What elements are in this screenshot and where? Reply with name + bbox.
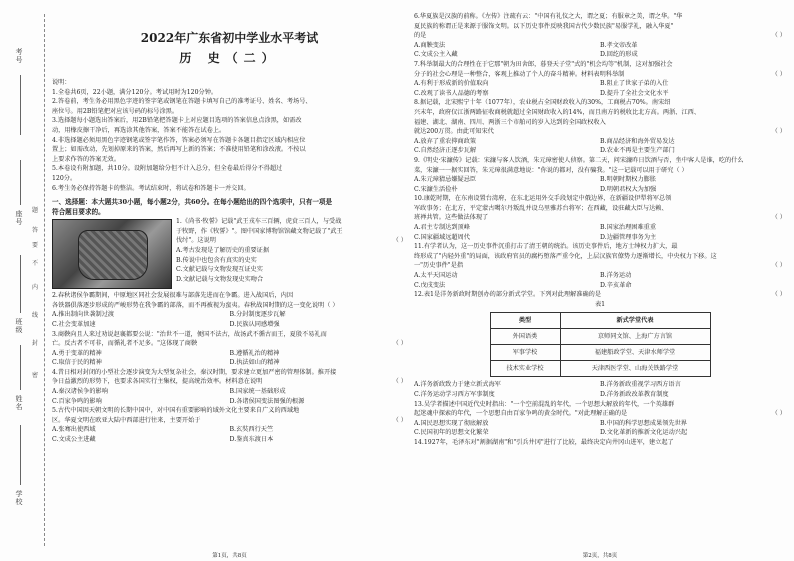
question-line: 1.《尚书·牧誓》记载"武王戎车三百辆，虎贲三百人，与受战 — [176, 218, 342, 226]
name-line — [20, 345, 21, 390]
option: A.有利于形成新的价值取向 — [414, 80, 489, 88]
question-line: 2.春秋诸侯争霸期间，中原地区同社会发展很难与部落先进而在争霸。进入战国后，内因 — [52, 292, 294, 300]
option: C.文成公主进藏 — [52, 436, 96, 444]
question-line-text: 伐纣"。这说明 — [176, 237, 216, 245]
question-9 — [414, 156, 786, 194]
vessel-shape — [78, 230, 148, 280]
option: A.太平天国运动 — [414, 272, 458, 280]
table-row — [490, 329, 710, 345]
option: D.各诸侯国变法图强的根源 — [229, 397, 305, 405]
option: D.文献记载与文物发现史实吻合 — [176, 275, 264, 283]
option: D.边疆管理事务为主 — [600, 233, 657, 241]
question-line: 终形成了"内轻外重"的局面，该政府官员的腐朽堕落严重令化，上层汉族官僚势力逐渐增长，中央权力下移。这 — [414, 252, 717, 260]
question-line — [414, 290, 786, 300]
option: D.明朝君权大为加强 — [600, 185, 657, 193]
school-label: 学校 — [15, 490, 23, 506]
option: A.放弃了重农抑商政策 — [414, 137, 477, 145]
instruction-line: 2.答卷前，考生务必用黑色字迹的签字笔或钢笔在答题卡填写自己的准考证号、姓名、考场号、 — [52, 98, 312, 106]
question-line-text: 一"历史事件"是指 — [414, 262, 464, 270]
question-4 — [52, 368, 407, 406]
instruction-line: 座位号。用2B铅笔把对应该号码的标号涂黑。 — [52, 107, 179, 115]
instruction-line: 3.选择题每小题选出答案后，用2B铅笔把答题卡上对应题目选项的答案信息点涂黑，如需改 — [52, 117, 302, 125]
answer-blank: （ ） — [392, 340, 407, 348]
option: C.洋务运动学习西方军事制度 — [414, 391, 495, 398]
question-line: 菜，宋濂一一据实回答，朱元璋很满意地说："你说的都对，没有骗我。"这一记载可以用于研究（ ） — [414, 166, 688, 174]
seat-line — [20, 160, 21, 205]
table-row — [490, 361, 710, 377]
option: C.文成公主入藏 — [414, 51, 458, 59]
answer-blank: （ ） — [392, 378, 407, 386]
option: C.国家疆域远超周代 — [414, 233, 470, 241]
table-cell: 军事学校 — [490, 345, 560, 361]
option: C.取信于民的精神 — [52, 359, 102, 367]
option: D.提升了全社会文化水平 — [600, 89, 669, 97]
table-cell: 外国语类 — [490, 329, 560, 345]
option: D.辛亥革命 — [600, 281, 632, 289]
option: A.国民思想实现了彻底解放 — [414, 419, 489, 427]
question-line: 福建、湖北、湖南、四川、两浙三个市舶司的岁入达到的全国政权收入 — [414, 118, 606, 126]
instruction-line: 120分。 — [52, 174, 77, 182]
option: C.百家争鸣的影响 — [52, 397, 102, 405]
option: A.张骞出使西域 — [52, 426, 96, 434]
page-footer-left: 第1页，共8页 — [212, 553, 247, 560]
question-12 — [414, 290, 786, 399]
instruction-line: 1.全卷共6页，22小题，满分120分。考试用时为120分钟。 — [52, 88, 218, 96]
question-2 — [52, 291, 407, 329]
option: C.社会变革加速 — [52, 320, 96, 328]
question-line: 11.有学者认为，这一历史事件沉重打击了清王朝的统治。该历史事件后，地方士绅权力扩大，最 — [414, 243, 678, 251]
question-1 — [52, 217, 407, 291]
option: A.秦汉诸侯争的影响 — [52, 388, 108, 396]
question-line — [414, 127, 786, 137]
option: A.君主专制达到顶峰 — [414, 224, 470, 232]
seal-char: 题 — [32, 207, 39, 214]
instructions — [52, 78, 407, 193]
table-header: 新式学堂代表 — [560, 313, 710, 329]
section-heading-cont: 符合题目要求的。 — [52, 208, 105, 217]
option: D.回纥的形成 — [600, 51, 638, 59]
option: A.考古发现是了解历史的重要证据 — [176, 246, 270, 254]
answer-blank: （ ） — [771, 214, 786, 222]
answer-blank: （ ） — [771, 262, 786, 270]
right-column — [414, 13, 786, 560]
question-line — [414, 213, 786, 223]
option: D.洋务新政改革教育制度 — [600, 391, 669, 398]
question-line-text: 12.表1是洋务新政时期创办的部分新式学堂。下列对此理解准确的是 — [414, 291, 602, 299]
question-line: 兴末年，政府仅江浙两路征收商税就超过全国财政收入的14%，而且南方的税收比北方高。两浙、江西、 — [414, 108, 700, 116]
seal-char: 封 — [32, 340, 39, 347]
exam-subtitle: 历 史（二） — [179, 51, 280, 65]
table-caption: 表1 — [594, 300, 606, 308]
seal-char: 内 — [32, 284, 39, 291]
question-line: 6.华夏族是汉族的前称。《左传》注疏有云："中国有礼仪之大，谓之夏；有服章之美，谓之华。"华 — [414, 13, 683, 20]
answer-blank: （ ） — [771, 70, 786, 78]
bronze-vessel-image — [52, 219, 172, 289]
seal-char: 要 — [32, 242, 39, 249]
instruction-line: 6.考生务必保持答题卡的整洁。考试结束时，将试卷和答题卡一并交回。 — [52, 184, 250, 192]
answer-blank: （ ） — [771, 291, 786, 299]
question-line: 13.吴学者描述中国近代史时指出："一个空前混乱的年代，一个思想大解放的年代，一个英雄群 — [414, 400, 675, 408]
exam-title: 2022年广东省初中学业水平考试 — [140, 31, 319, 45]
option: D.民族认同感增强 — [229, 320, 280, 328]
question-line-text: 亡。反古者不可非，而循礼者不足多。"这体现了商鞅 — [52, 340, 198, 348]
option: B.商品经济和海外贸易发达 — [600, 137, 675, 145]
question-6 — [414, 12, 786, 60]
question-line-text: 的是 — [414, 32, 427, 40]
question-line: 5.古代中国因天朝文明的长期中国中，对中国有重要影响的域外文化主要来自广义的西域地 — [52, 407, 300, 415]
class-line — [20, 255, 21, 313]
name-label: 姓名 — [15, 395, 23, 411]
option: B.阻止了世家子弟的入仕 — [600, 80, 669, 88]
question-line: 各铁器俱落逐步形成的严峻形势在我争霸的部落，而不再被视为蛮夷。春秋战国时期的这一变化说明（ ） — [52, 301, 339, 309]
option: B.传说中也包含有真实的史实 — [176, 256, 257, 264]
table-cell: 天津西医学堂、山海关铁路学堂 — [560, 361, 710, 377]
school-table — [490, 312, 711, 377]
class-label: 班级 — [15, 318, 23, 334]
option: A.勇于变革的精神 — [52, 349, 102, 357]
question-line — [414, 409, 786, 419]
answer-blank: （ ） — [771, 410, 786, 418]
question-11 — [414, 242, 786, 290]
option: B.孝文帝改革 — [600, 41, 638, 49]
question-line — [414, 261, 786, 271]
question-line: 9.《明史·宋濂传》记载：宋濂与客人饮酒，朱元璋密使人侦察。第二天，问宋濂昨日饮酒与否，坐中客人是谁，吃的什么 — [414, 156, 744, 164]
question-line-text: 就达200万贯。由此可知宋代 — [414, 128, 494, 136]
option: B.国家统一基础形成 — [229, 388, 286, 396]
option: B.洋务运动 — [600, 272, 632, 280]
option: B.洋务新政重视学习西方语言 — [600, 381, 681, 389]
page-footer-right: 第2页，共8页 — [582, 553, 618, 560]
answer-blank: （ ） — [392, 416, 407, 424]
option: A.洋务新政致力于建立新式海军 — [414, 381, 501, 389]
option: B.中国的科学思想成果领先世界 — [600, 419, 687, 427]
question-line-text: 区。华夏文明在欧亚大陆中西部进行往来，主要开始于 — [52, 416, 201, 424]
option: A.商鞅变法 — [414, 41, 446, 49]
option: B.分封制度逐步瓦解 — [229, 311, 286, 319]
instruction-line: 4.非选择题必须用黑色字迹钢笔或签字笔作答，答案必须写在答题卡各题目指定区域内相应位 — [52, 136, 306, 144]
table-header: 类型 — [490, 313, 560, 329]
option: D.鉴真东渡日本 — [229, 436, 274, 444]
seal-char: 密 — [32, 372, 39, 379]
question-10 — [414, 194, 786, 242]
question-line: 军政事务；在北方，平定蒙古噶尔丹叛乱并设乌里雅苏台将军；在西藏，设驻藏大臣与达赖、 — [414, 204, 668, 212]
option: D.文化革新的推新文化运动兴起 — [600, 429, 688, 437]
option: B.国家治理困难重重 — [600, 224, 657, 232]
seal-dashed-line — [44, 14, 45, 546]
question-13 — [414, 400, 786, 438]
option: A.朱元璋猜忌嫌疑忌臣 — [414, 176, 477, 184]
instructions-heading: 说明： — [52, 79, 71, 86]
question-line-text: 起迷魂中探索的年代，一个思想自由百家争鸣的黄金时代。"对此理解正确的是 — [414, 410, 628, 418]
instruction-line: 5.本卷设有附加题，共10分。设附加题给分但不计入总分，但全卷最后得分不得超过 — [52, 165, 283, 173]
question-line — [414, 31, 786, 41]
instruction-line: 置上；如需改动，先划掉原来的答案，然后再写上新的答案；不准使用铅笔和涂改液。不按以 — [52, 146, 306, 154]
question-line: 于牧野，作《牧誓》"。图中国家博物馆馆藏文物记载了"武王 — [176, 227, 343, 235]
option: C.宋濂生活俭朴 — [414, 185, 458, 193]
option: B.玄奘西行天竺 — [229, 426, 274, 434]
question-line: 3.商鞅向且人来过劝说赵襄都要公说："治世不一道，便国不法古，故汤武不循古而王，夏殷不易礼而 — [52, 330, 327, 338]
question-line — [52, 416, 407, 426]
option: C.自然经济正逐步瓦解 — [414, 147, 477, 155]
question-line: 夏民族的称谓正是来源于服饰文明。以下历史事件反映我国古代少数民族"易服学礼，融入华夏" — [414, 22, 674, 30]
seal-char: 线 — [32, 312, 39, 319]
option: C.民国初年的思想文化繁荣 — [414, 429, 489, 437]
question-line — [52, 339, 407, 349]
question-line: 14.1927年，毛泽东对"割据湖南"和"引兵井冈"进行了比较，最终决定向井冈山进军，建立起了 — [414, 438, 674, 446]
question-7 — [414, 60, 786, 98]
table-cell: 技术实业学校 — [490, 361, 560, 377]
seal-char: 不 — [32, 260, 39, 267]
question-line-text: 班禅共管。这些做法体现了 — [414, 214, 489, 222]
school-line — [20, 425, 21, 485]
binding-margin — [0, 0, 50, 561]
seal-char: 答 — [32, 227, 39, 234]
question-line-text: 分子的社会心理是一种整合，客观上推动了个人的奋斗精神。材料表明科举制 — [414, 70, 625, 78]
question-line — [414, 70, 786, 80]
question-line: 8.据记载，北宋熙宁十年（1077年），农业税占全国财政收入的30%，工商税占70%。南宋绍 — [414, 99, 671, 107]
instruction-line: 上要求作答的答案无效。 — [52, 155, 121, 163]
question-line: 10.康乾时期，在东南设置台湾府，在东北运用外交手段划定中俄边界，在新疆设伊犁将军总领 — [414, 195, 672, 203]
option: C.文献记载与文物发现互证史实 — [176, 266, 263, 274]
option: C.改观了读书人品德的考察 — [414, 89, 489, 97]
question-line: 7.科举制最大的合理性在于它那"朝为田舍郎，暮登天子堂"式的"机会均等"机制，这对加强社会 — [414, 60, 673, 68]
answer-blank: （ ） — [771, 32, 786, 40]
table-cell: 福建船政学堂、天津水师学堂 — [560, 345, 710, 361]
exam-no-line — [20, 75, 21, 135]
table-cell: 京师同文馆、上海广方言馆 — [560, 329, 710, 345]
question-line — [176, 236, 407, 246]
option: A.推出制向世袭制过渡 — [52, 311, 115, 319]
option: B.明朝时期权力膨胀 — [600, 176, 657, 184]
question-line — [52, 377, 407, 387]
seat-label: 座号 — [15, 210, 23, 226]
answer-blank: （ ） — [771, 128, 786, 136]
question-5 — [52, 406, 407, 444]
left-column — [52, 30, 407, 560]
answer-blank: （ ） — [392, 237, 407, 245]
question-14 — [414, 438, 786, 448]
table-row — [490, 345, 710, 361]
question-line-text: 争日益激烈的形势下，也要求各国实行主集权，提高统治效率。材料意在说明 — [52, 378, 263, 386]
option: C.戊戌变法 — [414, 281, 446, 289]
question-3 — [52, 330, 407, 368]
option: B.遵循礼治的精神 — [229, 349, 280, 357]
instruction-line: 动，用橡皮擦干净后，再选涂其他答案，答案不能答在试卷上。 — [52, 126, 226, 134]
section-heading: 一、选择题：本大题共30小题，每小题2分，共60分。在每小题给出的四个选项中，只有一项是 — [52, 198, 333, 207]
table-header-row — [490, 313, 710, 329]
question-8 — [414, 98, 786, 156]
option: D.执法如山的精神 — [229, 359, 280, 367]
question-line: 4.昔日相对封闭的小型社会逐步演变为大型复杂社会，秦汉时期，要求建立更加严密的管理体制。推开接 — [52, 368, 337, 376]
exam-no-label: 考号 — [15, 48, 23, 64]
option: D.农业不再是主要生产部门 — [600, 147, 675, 155]
